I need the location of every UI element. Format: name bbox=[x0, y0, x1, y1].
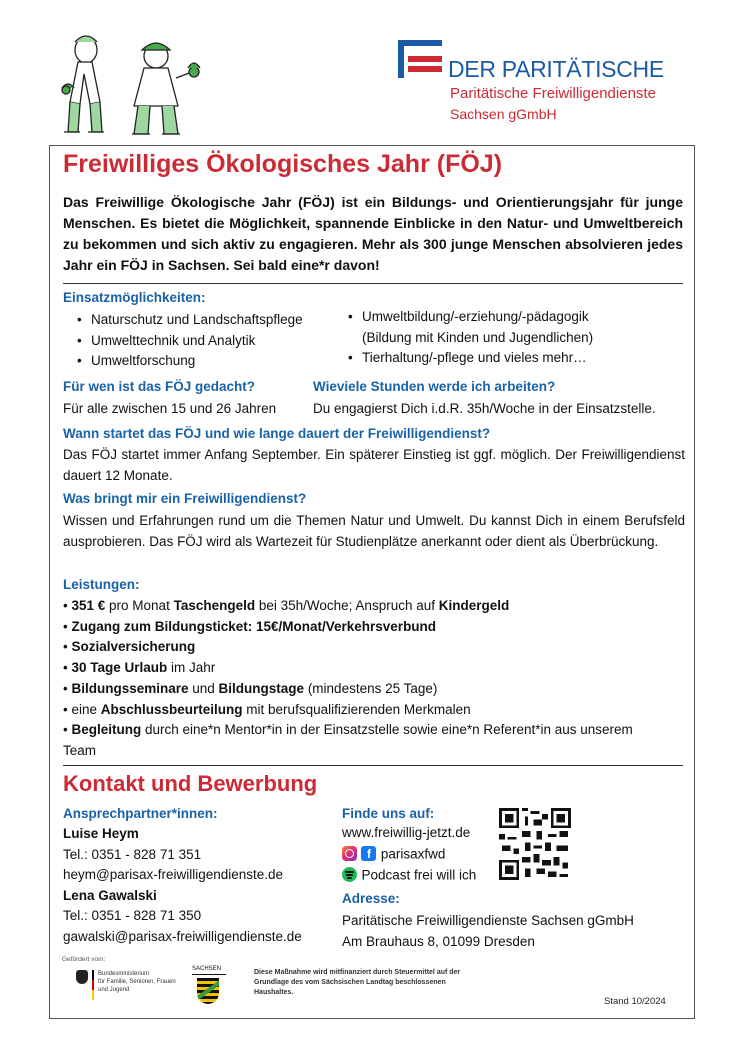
list-item: • Zugang zum Bildungsticket: 15€/Monat/Verkehrsverbund bbox=[63, 618, 437, 634]
bmfsfj-line2: für Familie, Senioren, Frauen bbox=[98, 979, 176, 985]
start-text: Das FÖJ startet immer Anfang September. Ein späterer Einstieg ist ggf. möglich. Der Freiwilligendienst dauert 12 Monate. bbox=[63, 447, 685, 483]
podcast-label[interactable]: Podcast frei will ich bbox=[361, 867, 477, 883]
list-item: • eine Abschlussbeurteilung mit berufsqualifizierenden Merkmalen bbox=[63, 701, 471, 717]
stunden-heading: Wieviele Stunden werde ich arbeiten? bbox=[313, 379, 556, 394]
contact-name: Luise Heym bbox=[63, 826, 139, 841]
gefoerdert-label: Gefördert vom: bbox=[62, 956, 106, 963]
podcast-row bbox=[342, 866, 476, 884]
paritaetische-logo bbox=[398, 40, 698, 122]
list-item: • Umwelttechnik und Analytik bbox=[77, 331, 303, 352]
start-heading: Wann startet das FÖJ und wie lange dauert der Freiwilligendienst? bbox=[63, 426, 491, 441]
contact-email[interactable]: gawalski@parisax-freiwilligendienste.de bbox=[63, 928, 302, 944]
adresse-line2: Am Brauhaus 8, 01099 Dresden bbox=[342, 934, 535, 949]
adresse bbox=[342, 910, 634, 952]
list-item: Umweltbildung/-erziehung/-pädagogik bbox=[362, 309, 589, 324]
social-handle[interactable]: parisaxfwd bbox=[380, 846, 446, 862]
funding-note: Diese Maßnahme wird mitfinanziert durch Steuermittel auf der Grundlage des vom Sächsischen Landtag beschlossenen Haushaltes. bbox=[254, 969, 461, 996]
adresse-line1: Paritätische Freiwilligendienste Sachsen gGmbH bbox=[342, 913, 634, 928]
divider bbox=[63, 283, 683, 284]
instagram-icon[interactable] bbox=[342, 846, 357, 861]
list-item: • Sozialversicherung bbox=[63, 639, 196, 655]
eagle-icon bbox=[76, 970, 88, 984]
social-row bbox=[342, 845, 445, 863]
einsatz-heading: Einsatzmöglichkeiten: bbox=[63, 290, 206, 305]
spotify-icon[interactable] bbox=[342, 867, 357, 882]
logo-line1: Paritätische Freiwilligendienste bbox=[450, 85, 656, 102]
list-item-sub: (Bildung mit Kinden und Jugendlichen) bbox=[362, 329, 594, 345]
contact-name: Lena Gawalski bbox=[63, 887, 157, 903]
contact-phone[interactable]: Tel.: 0351 - 828 71 350 bbox=[63, 908, 202, 923]
sachsen-logo bbox=[192, 965, 226, 1011]
bmfsfj-line1: Bundesministerium bbox=[98, 971, 150, 977]
list-item: Tierhaltung/-pflege und vieles mehr… bbox=[362, 350, 587, 365]
logo-mark-icon bbox=[398, 40, 442, 78]
list-item: • Bildungsseminare und Bildungstage (mindestens 25 Tage) bbox=[63, 680, 438, 696]
fuerwen-heading: Für wen ist das FÖJ gedacht? bbox=[63, 379, 256, 394]
bmfsfj-logo bbox=[70, 968, 180, 1008]
page-title: Freiwilliges Ökologisches Jahr (FÖJ) bbox=[63, 150, 503, 178]
web-link[interactable]: www.freiwillig-jetzt.de bbox=[342, 825, 471, 840]
ansprech-heading: Ansprechpartner*innen: bbox=[63, 806, 218, 821]
logo-name: DER PARITÄTISCHE bbox=[448, 56, 664, 82]
leistungen-list bbox=[63, 596, 663, 762]
logo-line2: Sachsen gGmbH bbox=[450, 106, 557, 122]
contact-list bbox=[63, 824, 302, 947]
facebook-icon[interactable]: f bbox=[361, 846, 376, 861]
einsatz-list-left bbox=[77, 310, 303, 372]
bringt-text: Wissen und Erfahrungen rund um die Themen Natur und Umwelt. Du kannst Dich in einem Berufsfeld ausprobieren. Das FÖJ wird als Wartezeit für Studienplätze anerkannt oder dient als Überbrückung. bbox=[63, 513, 685, 549]
bringt-heading: Was bringt mir ein Freiwilligendienst? bbox=[63, 491, 307, 506]
list-item: • Umweltforschung bbox=[77, 351, 303, 372]
bmfsfj-line3: und Jugend bbox=[98, 987, 130, 993]
sachsen-label: SACHSEN bbox=[192, 966, 222, 972]
contact-email[interactable]: heym@parisax-freiwilligendienste.de bbox=[63, 867, 284, 882]
einsatz-list-right: • Umweltbildung/-erziehung/-pädagogik (Bildung mit Kinden und Jugendlichen) • Tierhaltung/-pflege und vieles mehr… bbox=[348, 309, 594, 365]
fuerwen-text: Für alle zwischen 15 und 26 Jahren bbox=[63, 401, 277, 416]
qr-code-icon[interactable] bbox=[499, 808, 571, 880]
leistungen-heading: Leistungen: bbox=[63, 577, 140, 592]
list-item: • 351 € pro Monat Taschengeld bei 35h/Woche; Anspruch auf Kindergeld bbox=[63, 598, 510, 613]
coat-of-arms-icon bbox=[197, 978, 219, 1004]
intro-text: Das Freiwillige Ökologische Jahr (FÖJ) ist ein Bildungs- und Orientierungsjahr für junge Menschen. Es bietet die Möglichkeit, spannende Einblicke in den Natur- und Umweltbereich zu bekommen und sich aktiv zu engagieren. Mehr als 300 junge Menschen absolvieren jedes Jahr ein FÖJ in Sachsen. Sei bald eine*r davon! bbox=[63, 194, 683, 273]
adresse-heading: Adresse: bbox=[342, 891, 400, 906]
stand-date: Stand 10/2024 bbox=[604, 996, 666, 1007]
illustration-volunteers bbox=[48, 28, 218, 144]
divider bbox=[63, 765, 683, 766]
kontakt-heading: Kontakt und Bewerbung bbox=[63, 771, 318, 796]
list-item: • Begleitung durch eine*n Mentor*in in der Einsatzstelle sowie eine*n Referent*in aus unserem Team bbox=[63, 722, 633, 758]
list-item: • Naturschutz und Landschaftspflege bbox=[77, 310, 303, 331]
stunden-text: Du engagierst Dich i.d.R. 35h/Woche in der Einsatzstelle. bbox=[313, 401, 656, 416]
contact-phone[interactable]: Tel.: 0351 - 828 71 351 bbox=[63, 846, 202, 862]
finde-heading: Finde uns auf: bbox=[342, 806, 435, 821]
list-item: • 30 Tage Urlaub im Jahr bbox=[63, 660, 216, 676]
